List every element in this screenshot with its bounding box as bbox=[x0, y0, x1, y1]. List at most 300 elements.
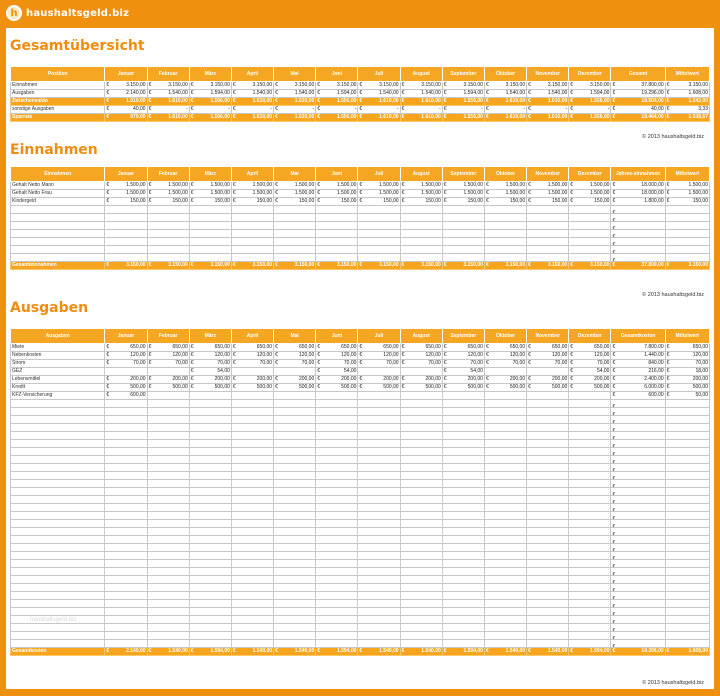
month-value-cell[interactable] bbox=[484, 98, 526, 106]
month-value-cell[interactable] bbox=[274, 608, 316, 616]
month-value-cell[interactable] bbox=[231, 114, 273, 122]
month-value-cell[interactable] bbox=[147, 222, 189, 230]
column-header-month[interactable] bbox=[105, 67, 147, 82]
total-cell[interactable] bbox=[611, 536, 665, 544]
month-value-cell[interactable] bbox=[274, 624, 316, 632]
month-value-cell[interactable] bbox=[442, 456, 484, 464]
month-value-cell[interactable] bbox=[105, 496, 147, 504]
month-value-cell[interactable] bbox=[442, 206, 484, 214]
month-value-cell[interactable] bbox=[484, 648, 526, 656]
month-value-cell[interactable] bbox=[147, 182, 189, 190]
row-label[interactable] bbox=[11, 488, 105, 496]
month-value-cell[interactable] bbox=[484, 182, 526, 190]
month-value-cell[interactable] bbox=[569, 238, 611, 246]
month-value-cell[interactable] bbox=[358, 106, 400, 114]
month-value-cell[interactable] bbox=[569, 400, 611, 408]
month-value-cell[interactable] bbox=[274, 600, 316, 608]
month-value-cell[interactable] bbox=[527, 464, 569, 472]
column-header-total[interactable] bbox=[611, 329, 665, 344]
month-value-cell[interactable] bbox=[358, 98, 400, 106]
month-value-cell[interactable] bbox=[231, 238, 273, 246]
month-value-cell[interactable] bbox=[231, 480, 273, 488]
month-value-cell[interactable] bbox=[569, 520, 611, 528]
average-cell[interactable] bbox=[665, 496, 709, 504]
month-value-cell[interactable] bbox=[569, 408, 611, 416]
month-value-cell[interactable] bbox=[442, 182, 484, 190]
average-cell[interactable] bbox=[665, 238, 709, 246]
total-cell[interactable] bbox=[611, 416, 665, 424]
month-value-cell[interactable] bbox=[147, 190, 189, 198]
average-cell[interactable] bbox=[665, 368, 709, 376]
average-cell[interactable] bbox=[665, 480, 709, 488]
row-label[interactable] bbox=[11, 608, 105, 616]
month-value-cell[interactable] bbox=[358, 384, 400, 392]
month-value-cell[interactable] bbox=[400, 222, 442, 230]
month-value-cell[interactable] bbox=[527, 520, 569, 528]
month-value-cell[interactable] bbox=[484, 238, 526, 246]
month-value-cell[interactable] bbox=[231, 416, 273, 424]
month-value-cell[interactable] bbox=[105, 576, 147, 584]
column-header-month[interactable] bbox=[527, 67, 569, 82]
month-value-cell[interactable] bbox=[527, 90, 569, 98]
month-value-cell[interactable] bbox=[274, 408, 316, 416]
month-value-cell[interactable] bbox=[400, 432, 442, 440]
month-value-cell[interactable] bbox=[147, 376, 189, 384]
month-value-cell[interactable] bbox=[484, 576, 526, 584]
month-value-cell[interactable] bbox=[231, 568, 273, 576]
month-value-cell[interactable] bbox=[316, 544, 358, 552]
month-value-cell[interactable] bbox=[189, 472, 231, 480]
average-cell[interactable] bbox=[665, 344, 709, 352]
month-value-cell[interactable] bbox=[274, 504, 316, 512]
average-cell[interactable] bbox=[665, 114, 709, 122]
month-value-cell[interactable] bbox=[358, 246, 400, 254]
month-value-cell[interactable] bbox=[400, 344, 442, 352]
month-value-cell[interactable] bbox=[569, 472, 611, 480]
month-value-cell[interactable] bbox=[569, 190, 611, 198]
month-value-cell[interactable] bbox=[231, 206, 273, 214]
month-value-cell[interactable] bbox=[484, 624, 526, 632]
month-value-cell[interactable] bbox=[189, 238, 231, 246]
month-value-cell[interactable] bbox=[358, 488, 400, 496]
month-value-cell[interactable] bbox=[527, 544, 569, 552]
month-value-cell[interactable] bbox=[189, 552, 231, 560]
month-value-cell[interactable] bbox=[274, 440, 316, 448]
month-value-cell[interactable] bbox=[147, 632, 189, 640]
month-value-cell[interactable] bbox=[400, 512, 442, 520]
month-value-cell[interactable] bbox=[527, 456, 569, 464]
month-value-cell[interactable] bbox=[105, 504, 147, 512]
month-value-cell[interactable] bbox=[358, 416, 400, 424]
month-value-cell[interactable] bbox=[189, 600, 231, 608]
month-value-cell[interactable] bbox=[442, 262, 484, 270]
month-value-cell[interactable] bbox=[274, 488, 316, 496]
month-value-cell[interactable] bbox=[358, 90, 400, 98]
month-value-cell[interactable] bbox=[442, 568, 484, 576]
month-value-cell[interactable] bbox=[400, 400, 442, 408]
month-value-cell[interactable] bbox=[442, 400, 484, 408]
month-value-cell[interactable] bbox=[400, 600, 442, 608]
month-value-cell[interactable] bbox=[274, 464, 316, 472]
month-value-cell[interactable] bbox=[316, 520, 358, 528]
row-label[interactable] bbox=[11, 384, 105, 392]
month-value-cell[interactable] bbox=[274, 448, 316, 456]
month-value-cell[interactable] bbox=[189, 392, 231, 400]
month-value-cell[interactable] bbox=[105, 360, 147, 368]
column-header-month[interactable] bbox=[484, 67, 526, 82]
month-value-cell[interactable] bbox=[231, 254, 273, 262]
month-value-cell[interactable] bbox=[569, 640, 611, 648]
month-value-cell[interactable] bbox=[274, 246, 316, 254]
month-value-cell[interactable] bbox=[442, 376, 484, 384]
total-cell[interactable] bbox=[611, 472, 665, 480]
month-value-cell[interactable] bbox=[442, 198, 484, 206]
average-cell[interactable] bbox=[665, 624, 709, 632]
total-cell[interactable] bbox=[611, 560, 665, 568]
total-cell[interactable] bbox=[611, 376, 665, 384]
month-value-cell[interactable] bbox=[316, 230, 358, 238]
month-value-cell[interactable] bbox=[316, 496, 358, 504]
row-label[interactable] bbox=[11, 368, 105, 376]
month-value-cell[interactable] bbox=[569, 552, 611, 560]
average-cell[interactable] bbox=[665, 400, 709, 408]
month-value-cell[interactable] bbox=[231, 190, 273, 198]
total-cell[interactable] bbox=[611, 198, 665, 206]
month-value-cell[interactable] bbox=[527, 262, 569, 270]
month-value-cell[interactable] bbox=[569, 576, 611, 584]
total-cell[interactable] bbox=[611, 520, 665, 528]
month-value-cell[interactable] bbox=[442, 536, 484, 544]
average-cell[interactable] bbox=[665, 82, 709, 90]
month-value-cell[interactable] bbox=[189, 624, 231, 632]
month-value-cell[interactable] bbox=[442, 238, 484, 246]
column-header-month[interactable] bbox=[274, 329, 316, 344]
month-value-cell[interactable] bbox=[358, 576, 400, 584]
average-cell[interactable] bbox=[665, 456, 709, 464]
average-cell[interactable] bbox=[665, 520, 709, 528]
month-value-cell[interactable] bbox=[105, 230, 147, 238]
month-value-cell[interactable] bbox=[527, 222, 569, 230]
month-value-cell[interactable] bbox=[442, 432, 484, 440]
month-value-cell[interactable] bbox=[527, 98, 569, 106]
month-value-cell[interactable] bbox=[442, 230, 484, 238]
month-value-cell[interactable] bbox=[442, 90, 484, 98]
month-value-cell[interactable] bbox=[147, 206, 189, 214]
month-value-cell[interactable] bbox=[274, 472, 316, 480]
row-label[interactable] bbox=[11, 190, 105, 198]
month-value-cell[interactable] bbox=[400, 608, 442, 616]
month-value-cell[interactable] bbox=[442, 488, 484, 496]
month-value-cell[interactable] bbox=[400, 214, 442, 222]
month-value-cell[interactable] bbox=[189, 440, 231, 448]
row-label[interactable] bbox=[11, 352, 105, 360]
total-cell[interactable] bbox=[611, 408, 665, 416]
month-value-cell[interactable] bbox=[105, 544, 147, 552]
month-value-cell[interactable] bbox=[569, 384, 611, 392]
month-value-cell[interactable] bbox=[316, 432, 358, 440]
row-label[interactable] bbox=[11, 456, 105, 464]
total-cell[interactable] bbox=[611, 360, 665, 368]
month-value-cell[interactable] bbox=[105, 344, 147, 352]
month-value-cell[interactable] bbox=[442, 368, 484, 376]
total-cell[interactable] bbox=[611, 392, 665, 400]
month-value-cell[interactable] bbox=[231, 560, 273, 568]
total-cell[interactable] bbox=[611, 214, 665, 222]
month-value-cell[interactable] bbox=[358, 254, 400, 262]
month-value-cell[interactable] bbox=[231, 82, 273, 90]
month-value-cell[interactable] bbox=[358, 182, 400, 190]
row-label[interactable] bbox=[11, 416, 105, 424]
month-value-cell[interactable] bbox=[442, 552, 484, 560]
column-header-month[interactable] bbox=[442, 67, 484, 82]
month-value-cell[interactable] bbox=[442, 504, 484, 512]
row-label[interactable] bbox=[11, 262, 105, 270]
month-value-cell[interactable] bbox=[442, 600, 484, 608]
average-cell[interactable] bbox=[665, 262, 709, 270]
row-label[interactable] bbox=[11, 632, 105, 640]
month-value-cell[interactable] bbox=[231, 344, 273, 352]
month-value-cell[interactable] bbox=[147, 230, 189, 238]
month-value-cell[interactable] bbox=[358, 114, 400, 122]
month-value-cell[interactable] bbox=[484, 448, 526, 456]
column-header-month[interactable] bbox=[274, 167, 316, 182]
month-value-cell[interactable] bbox=[484, 504, 526, 512]
total-cell[interactable] bbox=[611, 456, 665, 464]
month-value-cell[interactable] bbox=[569, 392, 611, 400]
average-cell[interactable] bbox=[665, 608, 709, 616]
month-value-cell[interactable] bbox=[358, 376, 400, 384]
month-value-cell[interactable] bbox=[189, 536, 231, 544]
month-value-cell[interactable] bbox=[400, 384, 442, 392]
month-value-cell[interactable] bbox=[400, 82, 442, 90]
month-value-cell[interactable] bbox=[231, 616, 273, 624]
month-value-cell[interactable] bbox=[442, 632, 484, 640]
month-value-cell[interactable] bbox=[274, 456, 316, 464]
column-header-month[interactable] bbox=[358, 167, 400, 182]
month-value-cell[interactable] bbox=[231, 592, 273, 600]
month-value-cell[interactable] bbox=[527, 480, 569, 488]
row-label[interactable] bbox=[11, 106, 105, 114]
month-value-cell[interactable] bbox=[274, 238, 316, 246]
month-value-cell[interactable] bbox=[442, 106, 484, 114]
total-cell[interactable] bbox=[611, 608, 665, 616]
month-value-cell[interactable] bbox=[189, 568, 231, 576]
month-value-cell[interactable] bbox=[274, 98, 316, 106]
month-value-cell[interactable] bbox=[358, 496, 400, 504]
month-value-cell[interactable] bbox=[316, 368, 358, 376]
month-value-cell[interactable] bbox=[484, 246, 526, 254]
month-value-cell[interactable] bbox=[231, 584, 273, 592]
month-value-cell[interactable] bbox=[400, 648, 442, 656]
month-value-cell[interactable] bbox=[105, 624, 147, 632]
month-value-cell[interactable] bbox=[569, 528, 611, 536]
month-value-cell[interactable] bbox=[105, 536, 147, 544]
month-value-cell[interactable] bbox=[442, 640, 484, 648]
month-value-cell[interactable] bbox=[569, 114, 611, 122]
month-value-cell[interactable] bbox=[316, 254, 358, 262]
month-value-cell[interactable] bbox=[316, 624, 358, 632]
row-label[interactable] bbox=[11, 472, 105, 480]
month-value-cell[interactable] bbox=[484, 472, 526, 480]
average-cell[interactable] bbox=[665, 254, 709, 262]
month-value-cell[interactable] bbox=[316, 568, 358, 576]
month-value-cell[interactable] bbox=[231, 106, 273, 114]
column-header-month[interactable] bbox=[527, 167, 569, 182]
month-value-cell[interactable] bbox=[569, 222, 611, 230]
month-value-cell[interactable] bbox=[442, 190, 484, 198]
month-value-cell[interactable] bbox=[316, 360, 358, 368]
total-cell[interactable] bbox=[611, 592, 665, 600]
month-value-cell[interactable] bbox=[442, 472, 484, 480]
month-value-cell[interactable] bbox=[147, 600, 189, 608]
average-cell[interactable] bbox=[665, 384, 709, 392]
column-header-month[interactable] bbox=[105, 167, 147, 182]
row-label[interactable] bbox=[11, 344, 105, 352]
month-value-cell[interactable] bbox=[527, 600, 569, 608]
month-value-cell[interactable] bbox=[400, 640, 442, 648]
month-value-cell[interactable] bbox=[231, 392, 273, 400]
month-value-cell[interactable] bbox=[274, 544, 316, 552]
month-value-cell[interactable] bbox=[147, 640, 189, 648]
month-value-cell[interactable] bbox=[231, 182, 273, 190]
month-value-cell[interactable] bbox=[484, 608, 526, 616]
month-value-cell[interactable] bbox=[400, 552, 442, 560]
month-value-cell[interactable] bbox=[358, 360, 400, 368]
row-label[interactable] bbox=[11, 648, 105, 656]
average-cell[interactable] bbox=[665, 246, 709, 254]
month-value-cell[interactable] bbox=[527, 360, 569, 368]
month-value-cell[interactable] bbox=[484, 190, 526, 198]
month-value-cell[interactable] bbox=[105, 98, 147, 106]
month-value-cell[interactable] bbox=[442, 384, 484, 392]
month-value-cell[interactable] bbox=[358, 528, 400, 536]
month-value-cell[interactable] bbox=[189, 408, 231, 416]
row-label[interactable] bbox=[11, 496, 105, 504]
total-cell[interactable] bbox=[611, 344, 665, 352]
month-value-cell[interactable] bbox=[105, 90, 147, 98]
month-value-cell[interactable] bbox=[442, 512, 484, 520]
month-value-cell[interactable] bbox=[231, 90, 273, 98]
month-value-cell[interactable] bbox=[442, 520, 484, 528]
month-value-cell[interactable] bbox=[147, 464, 189, 472]
month-value-cell[interactable] bbox=[274, 198, 316, 206]
month-value-cell[interactable] bbox=[274, 584, 316, 592]
month-value-cell[interactable] bbox=[231, 520, 273, 528]
month-value-cell[interactable] bbox=[569, 206, 611, 214]
month-value-cell[interactable] bbox=[484, 592, 526, 600]
month-value-cell[interactable] bbox=[189, 432, 231, 440]
month-value-cell[interactable] bbox=[400, 544, 442, 552]
month-value-cell[interactable] bbox=[442, 576, 484, 584]
month-value-cell[interactable] bbox=[527, 230, 569, 238]
month-value-cell[interactable] bbox=[105, 512, 147, 520]
month-value-cell[interactable] bbox=[484, 114, 526, 122]
average-cell[interactable] bbox=[665, 640, 709, 648]
month-value-cell[interactable] bbox=[231, 552, 273, 560]
month-value-cell[interactable] bbox=[147, 552, 189, 560]
month-value-cell[interactable] bbox=[105, 448, 147, 456]
month-value-cell[interactable] bbox=[231, 528, 273, 536]
month-value-cell[interactable] bbox=[569, 592, 611, 600]
row-label[interactable] bbox=[11, 376, 105, 384]
average-cell[interactable] bbox=[665, 568, 709, 576]
column-header-month[interactable] bbox=[358, 67, 400, 82]
column-header-month[interactable] bbox=[147, 329, 189, 344]
month-value-cell[interactable] bbox=[316, 238, 358, 246]
month-value-cell[interactable] bbox=[569, 344, 611, 352]
month-value-cell[interactable] bbox=[316, 512, 358, 520]
month-value-cell[interactable] bbox=[442, 480, 484, 488]
month-value-cell[interactable] bbox=[442, 616, 484, 624]
month-value-cell[interactable] bbox=[147, 106, 189, 114]
month-value-cell[interactable] bbox=[316, 262, 358, 270]
month-value-cell[interactable] bbox=[316, 448, 358, 456]
month-value-cell[interactable] bbox=[274, 206, 316, 214]
column-header-month[interactable] bbox=[400, 67, 442, 82]
month-value-cell[interactable] bbox=[105, 464, 147, 472]
month-value-cell[interactable] bbox=[527, 206, 569, 214]
month-value-cell[interactable] bbox=[105, 408, 147, 416]
average-cell[interactable] bbox=[665, 560, 709, 568]
month-value-cell[interactable] bbox=[105, 376, 147, 384]
month-value-cell[interactable] bbox=[358, 480, 400, 488]
month-value-cell[interactable] bbox=[316, 246, 358, 254]
row-label[interactable] bbox=[11, 400, 105, 408]
month-value-cell[interactable] bbox=[358, 592, 400, 600]
month-value-cell[interactable] bbox=[147, 488, 189, 496]
average-cell[interactable] bbox=[665, 392, 709, 400]
month-value-cell[interactable] bbox=[569, 560, 611, 568]
row-label[interactable] bbox=[11, 536, 105, 544]
month-value-cell[interactable] bbox=[358, 424, 400, 432]
month-value-cell[interactable] bbox=[189, 512, 231, 520]
column-header-month[interactable] bbox=[527, 329, 569, 344]
month-value-cell[interactable] bbox=[105, 246, 147, 254]
month-value-cell[interactable] bbox=[400, 424, 442, 432]
month-value-cell[interactable] bbox=[442, 222, 484, 230]
average-cell[interactable] bbox=[665, 424, 709, 432]
month-value-cell[interactable] bbox=[400, 90, 442, 98]
month-value-cell[interactable] bbox=[231, 424, 273, 432]
row-label[interactable] bbox=[11, 464, 105, 472]
month-value-cell[interactable] bbox=[189, 424, 231, 432]
month-value-cell[interactable] bbox=[147, 344, 189, 352]
month-value-cell[interactable] bbox=[231, 632, 273, 640]
month-value-cell[interactable] bbox=[569, 544, 611, 552]
month-value-cell[interactable] bbox=[442, 544, 484, 552]
month-value-cell[interactable] bbox=[527, 254, 569, 262]
month-value-cell[interactable] bbox=[527, 552, 569, 560]
month-value-cell[interactable] bbox=[400, 416, 442, 424]
row-label[interactable] bbox=[11, 182, 105, 190]
column-header-month[interactable] bbox=[358, 329, 400, 344]
month-value-cell[interactable] bbox=[274, 368, 316, 376]
month-value-cell[interactable] bbox=[316, 472, 358, 480]
month-value-cell[interactable] bbox=[274, 360, 316, 368]
month-value-cell[interactable] bbox=[189, 214, 231, 222]
month-value-cell[interactable] bbox=[442, 416, 484, 424]
month-value-cell[interactable] bbox=[442, 254, 484, 262]
month-value-cell[interactable] bbox=[484, 214, 526, 222]
month-value-cell[interactable] bbox=[316, 82, 358, 90]
month-value-cell[interactable] bbox=[442, 624, 484, 632]
month-value-cell[interactable] bbox=[189, 262, 231, 270]
month-value-cell[interactable] bbox=[274, 576, 316, 584]
total-cell[interactable] bbox=[611, 544, 665, 552]
month-value-cell[interactable] bbox=[274, 536, 316, 544]
month-value-cell[interactable] bbox=[527, 528, 569, 536]
column-header-month[interactable] bbox=[231, 67, 273, 82]
